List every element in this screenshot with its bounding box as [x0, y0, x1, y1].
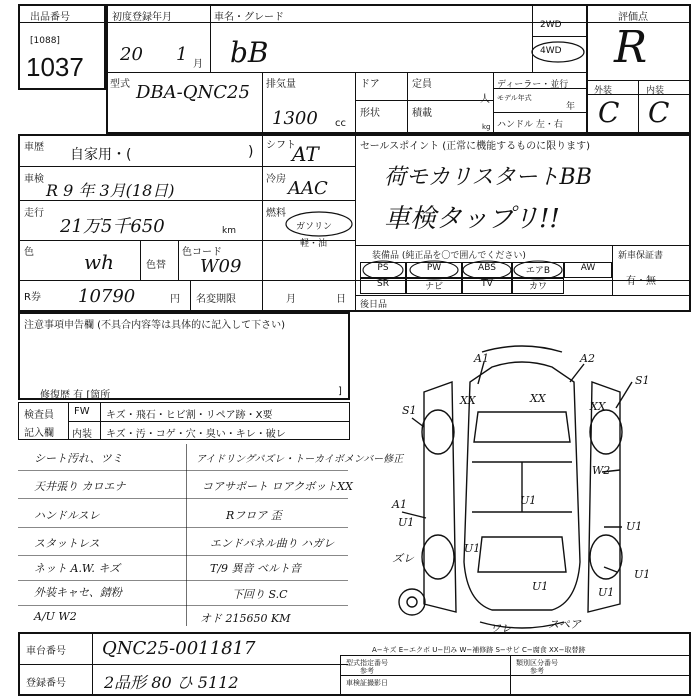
- score-int-value: C: [648, 96, 670, 129]
- lot-number: 1037: [26, 52, 84, 82]
- equip-aw: AW: [564, 262, 612, 278]
- equip-tv: TV: [462, 278, 512, 294]
- equip-abs: ABS: [462, 262, 512, 278]
- inspector-int-items: キズ・汚・コゲ・穴・臭い・キレ・破レ: [106, 429, 286, 440]
- fuel-label: 燃料: [266, 208, 286, 219]
- equip-leather: カワ: [512, 278, 564, 294]
- mark-u1-spare: ズレ: [392, 552, 414, 565]
- note-item: ネット A.W. キズ: [34, 562, 121, 575]
- repair-close: ]: [338, 386, 342, 397]
- change-date-month: 月: [286, 294, 296, 305]
- note-item: 天井張り カロエナ: [34, 480, 126, 493]
- mark-u1-left: U1: [398, 516, 415, 529]
- drive-4wd-circle: [530, 40, 586, 64]
- note-item: コアサポート ロアクボットXX: [202, 480, 353, 493]
- type-cert-label: 型式指定番号: [346, 659, 388, 667]
- note-item: A/U W2: [34, 610, 77, 623]
- mark-u1-rear-left: U1: [464, 542, 481, 555]
- ac-label: 冷房: [266, 174, 286, 185]
- change-date-label: 名変期限: [196, 294, 236, 305]
- equip-pw: PW: [406, 262, 462, 278]
- lot-sub: [1088]: [30, 36, 60, 46]
- note-item: エンドパネル曲り ハガレ: [210, 537, 335, 550]
- mark-s1-right: S1: [635, 374, 650, 387]
- chassis-value: QNC25-0011817: [102, 638, 256, 659]
- fuel-light-oil: 軽・油: [300, 239, 328, 249]
- load-unit: kg: [482, 123, 491, 131]
- inspector-fw-items: キズ・飛石・ヒビ割・リペア跡・X要: [106, 410, 273, 421]
- class-num-label: 類別区分番号: [516, 659, 558, 667]
- registration-label: 登録番号: [26, 678, 66, 689]
- color-label: 色: [24, 247, 34, 258]
- inspector-label2: 記入欄: [24, 428, 54, 439]
- mileage-label: 走行: [24, 208, 44, 219]
- mark-s1-left: S1: [402, 404, 417, 417]
- change-date-day: 日: [336, 294, 346, 305]
- dealer-handle: ハンドル 左・右: [497, 120, 563, 130]
- class-num-ref: 参考: [530, 667, 544, 675]
- mark-a1-left: A1: [392, 498, 407, 511]
- model-label: 型式: [110, 79, 130, 90]
- capacity-unit: 人: [480, 94, 490, 105]
- car-damage-diagram: [352, 312, 692, 642]
- mark-u1-right: U1: [626, 520, 643, 533]
- recycle-value: 10790: [78, 286, 136, 307]
- score-ext-label: 外装: [594, 86, 613, 96]
- score-label: 評価点: [618, 12, 648, 23]
- note-item: Rフロア 歪: [226, 509, 282, 522]
- note-item: ハンドルスレ: [34, 509, 100, 522]
- photo-date-label: 車検証撮影日: [346, 679, 388, 687]
- fuel-gasoline-circle: [284, 210, 354, 238]
- shape-label: 形状: [360, 108, 380, 119]
- dealer-model-year: モデル年式: [497, 94, 532, 102]
- inspector-label1: 検査員: [24, 410, 54, 421]
- damage-legend: A−キズ E−エクボ U−凹み W−補修跡 S−サビ C−腐食 XX−取替跡: [372, 646, 586, 654]
- note-item: 下回り S.C: [232, 588, 288, 601]
- sales-label: セールスポイント (正常に機能するものに限ります): [360, 141, 591, 152]
- note-item: T/9 異音 ベルト音: [210, 562, 302, 575]
- mark-u1-rear-right: U1: [634, 568, 651, 581]
- type-cert-ref: 参考: [360, 667, 374, 675]
- rear-seat-label: 後日品: [360, 300, 388, 310]
- equip-sr: SR: [360, 278, 406, 294]
- history-value: 自家用・(: [70, 147, 132, 163]
- mark-xx-center: XX: [530, 392, 546, 405]
- dealer-label: ディーラー・並行: [497, 80, 569, 90]
- shift-label: シフト: [266, 140, 296, 151]
- drive-4wd: 4WD: [540, 46, 562, 56]
- mark-a1-front: A1: [474, 352, 489, 365]
- equip-navi: ナビ: [406, 278, 462, 294]
- mileage-unit: km: [222, 226, 236, 236]
- caution-label: 注意事項申告欄 (不具合内容等は具体的に記入して下さい): [24, 320, 285, 331]
- dealer-year-unit: 年: [566, 102, 576, 112]
- car-name-value: bB: [230, 36, 269, 69]
- color-code-value: W09: [200, 256, 242, 277]
- ac-value: AAC: [288, 178, 328, 199]
- color-scheme-label: 色替: [146, 260, 166, 271]
- mark-zure: ワレ: [490, 622, 512, 635]
- warranty-label: 新車保証書: [618, 251, 664, 261]
- equipment-label: 装備品 (純正品を〇で囲んでください): [372, 251, 526, 261]
- note-item: アイドリングパズレ・トーカイボメンバー修正: [196, 454, 404, 465]
- load-label: 積載: [412, 108, 432, 119]
- displacement-value: 1300: [272, 108, 318, 129]
- note-item: 外装キャセ、錆粉: [34, 586, 122, 599]
- mark-u1-center: U1: [520, 494, 537, 507]
- fuel-gasoline: ガソリン: [296, 222, 333, 232]
- car-name-label: 車名・グレード: [214, 12, 284, 23]
- displacement-unit: cc: [335, 118, 346, 129]
- registration-value: 2品形 80 ひ 5112: [104, 673, 239, 692]
- model-value: DBA-QNC25: [136, 82, 250, 103]
- mark-u1-rear: U1: [532, 580, 549, 593]
- warranty-value: 有・無: [626, 276, 656, 287]
- inspection-value: R 9 年 3月(18日): [46, 181, 175, 200]
- sales-line1: 荷モカリスタートBB: [384, 165, 592, 190]
- shift-value: AT: [292, 142, 319, 166]
- mark-xx-left: XX: [460, 394, 476, 407]
- first-reg-month: 1: [176, 44, 188, 65]
- color-code-label: 色コード: [182, 247, 222, 258]
- displacement-label: 排気量: [266, 79, 296, 90]
- inspector-fw-label: FW: [74, 406, 90, 417]
- drive-2wd: 2WD: [540, 20, 562, 30]
- mark-u1-rear-side: U1: [598, 586, 615, 599]
- score-value: R: [614, 22, 648, 73]
- note-item: オド 215650 KM: [200, 612, 291, 625]
- capacity-label: 定員: [412, 79, 432, 90]
- mark-xx-right: XX: [590, 400, 606, 413]
- first-reg-label: 初度登録年月: [112, 12, 172, 23]
- score-ext-value: C: [598, 96, 620, 129]
- recycle-unit: 円: [170, 294, 180, 305]
- door-label: ドア: [360, 79, 380, 90]
- history-close-paren: ): [248, 144, 254, 160]
- equip-airbag: エアB: [512, 262, 564, 278]
- inspector-int-label: 内装: [72, 429, 92, 440]
- lot-label: 出品番号: [30, 12, 70, 23]
- color-value: wh: [84, 250, 114, 274]
- score-int-label: 内装: [646, 86, 665, 96]
- chassis-label: 車台番号: [26, 646, 66, 657]
- equip-ps: PS: [360, 262, 406, 278]
- first-reg-year: 20: [120, 44, 143, 65]
- mark-w2: W2: [592, 464, 611, 477]
- sales-line2: 車検タップリ!!: [384, 204, 560, 234]
- mileage-value: 21万5千650: [60, 216, 165, 237]
- first-reg-month-unit: 月: [193, 59, 203, 70]
- recycle-label: R券: [24, 292, 41, 303]
- history-label: 車歴: [24, 142, 44, 153]
- note-item: スタットレス: [34, 537, 100, 550]
- repair-history: 修復歴 有 [箇所: [40, 390, 111, 401]
- inspection-label: 車検: [24, 174, 44, 185]
- mark-a2-front: A2: [580, 352, 595, 365]
- note-item: シート汚れ、ツミ: [34, 452, 123, 465]
- equipment-circles: [360, 259, 620, 281]
- mark-ware: スペア: [548, 618, 581, 631]
